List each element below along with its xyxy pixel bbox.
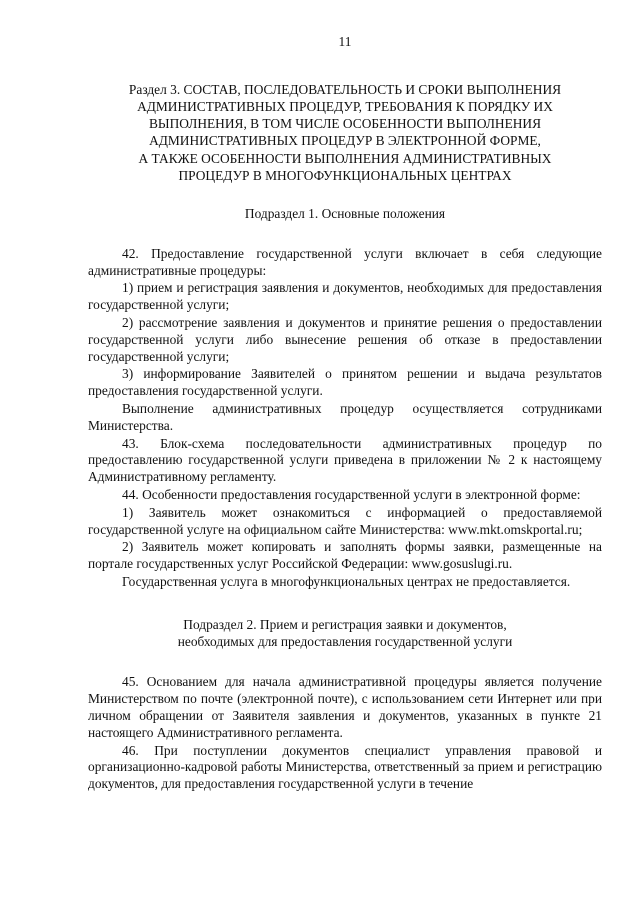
paragraph-mfc: Государственная услуга в многофункциональных центрах не предоставляется. bbox=[122, 573, 571, 589]
list-item-44-2: 2) Заявитель может копировать и заполнять формы заявки, размещенные на портале государственных услуг Российской Федерации: www.gosuslugi.ru. bbox=[88, 539, 602, 572]
paragraph-45: 45. Основанием для начала административной процедуры является получение Министерством по почте (электронной почте), с использованием сети Интернет или при личном обращении от Заявителя заявления и документов, указанных в пункте 21 настоящего Административного регламента. bbox=[88, 674, 602, 740]
list-item-44-1: 1) Заявитель может ознакомиться с информацией о предоставляемой государственной услуге на официальном сайте Министерства: www.mkt.omskportal.ru; bbox=[88, 504, 602, 537]
paragraph-43: 43. Блок-схема последовательности административных процедур по предоставлению государственной услуги приведена в приложении № 2 к настоящему Административному регламенту. bbox=[88, 435, 602, 485]
paragraph-44: 44. Особенности предоставления государственной услуги в электронной форме: bbox=[122, 486, 581, 502]
paragraph-46: 46. При поступлении документов специалист управления правовой и организационно-кадровой работы Министерства, ответственный за прием и регистрацию документов, для предоставления государственной услуги в течение bbox=[88, 742, 602, 792]
subsection-2-title-line: Подраздел 2. Прием и регистрация заявки и документов, bbox=[183, 616, 507, 632]
section-title-line: ПРОЦЕДУР В МНОГОФУНКЦИОНАЛЬНЫХ ЦЕНТРАХ bbox=[178, 167, 512, 183]
subsection-2-title bbox=[88, 617, 602, 651]
list-item-42-2: 2) рассмотрение заявления и документов и принятие решения о предоставлении государственной услуги либо вынесение решения об отказе в предоставлении государственной услуги; bbox=[88, 315, 602, 364]
page-number: 11 bbox=[338, 34, 352, 49]
section-title bbox=[88, 81, 602, 184]
subsection-2-title-line: необходимых для предоставления государственной услуги bbox=[177, 633, 513, 649]
list-item-42-1: 1) прием и регистрация заявления и документов, необходимых для предоставления государственной услуги; bbox=[88, 280, 602, 313]
section-title-line: АДМИНИСТРАТИВНЫХ ПРОЦЕДУР, ТРЕБОВАНИЯ К ПОРЯДКУ ИХ bbox=[137, 99, 553, 114]
list-item-42-3: 3) информирование Заявителей о принятом решении и выдача результатов предоставления государственной услуги. bbox=[88, 366, 602, 399]
section-title-line: АДМИНИСТРАТИВНЫХ ПРОЦЕДУР В ЭЛЕКТРОННОЙ ФОРМЕ, bbox=[149, 133, 541, 149]
subsection-1-body bbox=[88, 246, 602, 591]
section-title-line: А ТАКЖЕ ОСОБЕННОСТИ ВЫПОЛНЕНИЯ АДМИНИСТРАТИВНЫХ bbox=[138, 150, 552, 166]
subsection-2-body bbox=[88, 674, 602, 793]
section-title-line: ВЫПОЛНЕНИЯ, В ТОМ ЧИСЛЕ ОСОБЕННОСТИ ВЫПОЛНЕНИЯ bbox=[148, 116, 542, 132]
paragraph-executors: Выполнение административных процедур осуществляется сотрудниками Министерства. bbox=[88, 400, 602, 433]
paragraph-42: 42. Предоставление государственной услуги включает в себя следующие административные процедуры: bbox=[88, 245, 602, 278]
section-title-line: Раздел 3. СОСТАВ, ПОСЛЕДОВАТЕЛЬНОСТЬ И СРОКИ ВЫПОЛНЕНИЯ bbox=[128, 81, 562, 97]
subsection-1-title: Подраздел 1. Основные положения bbox=[244, 206, 446, 222]
